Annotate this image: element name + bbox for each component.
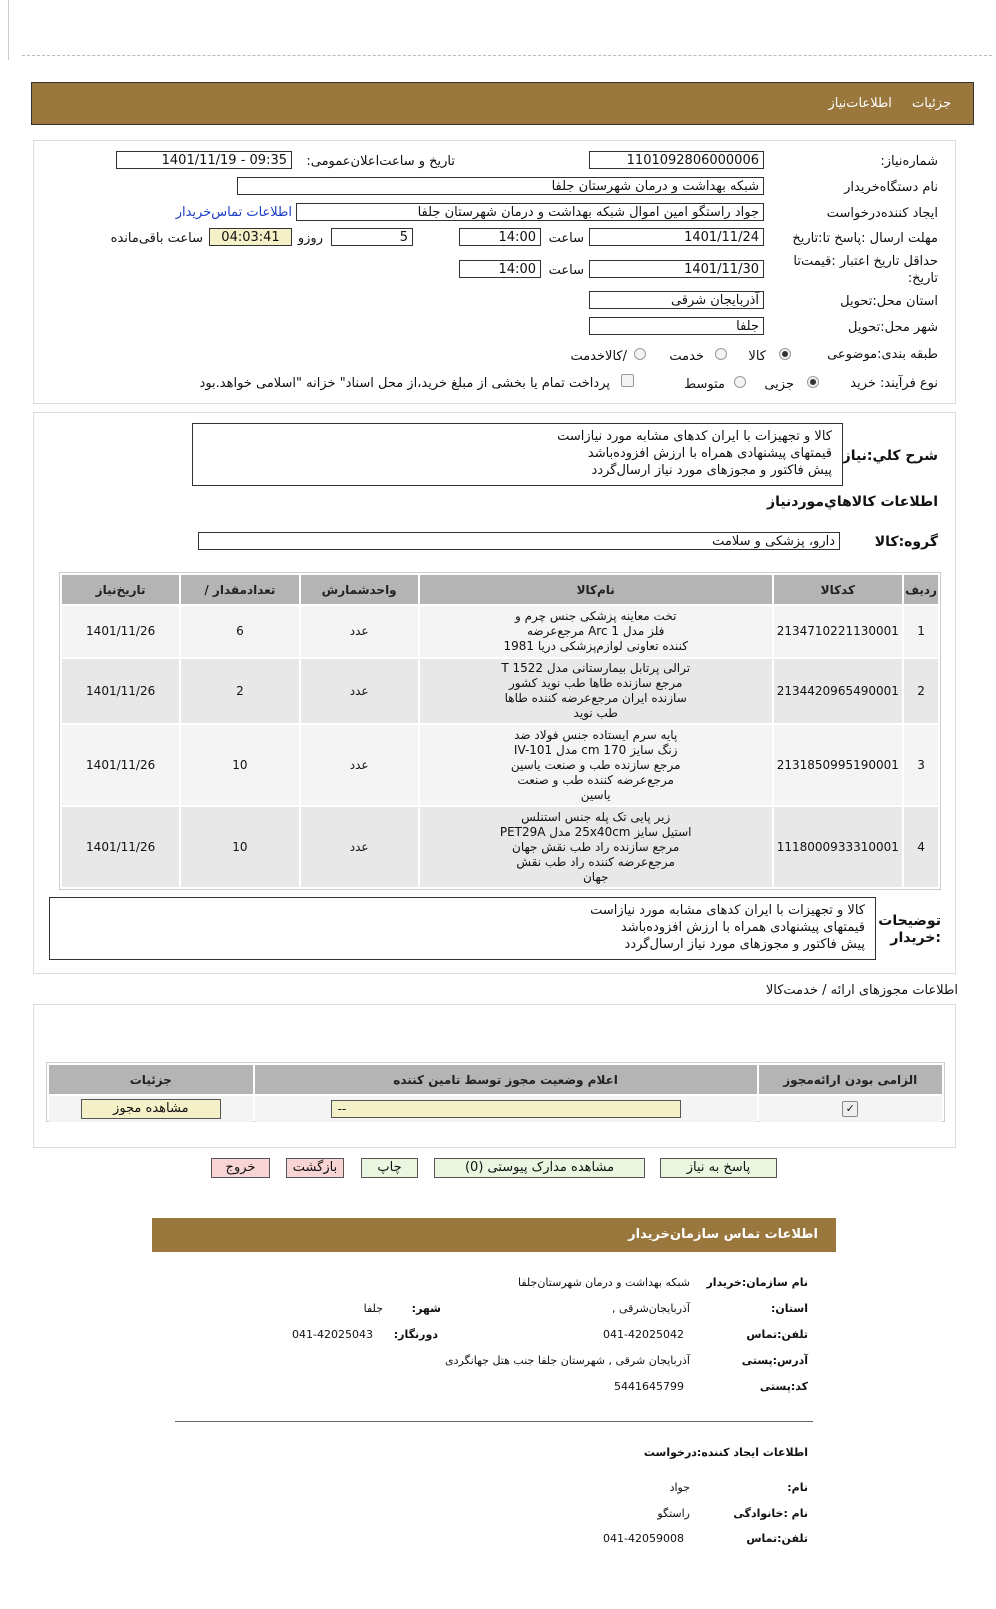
need-number-label: شماره‌نیاز:: [880, 154, 938, 169]
tab-need-info[interactable]: اطلاعات‌نیاز: [828, 96, 892, 111]
table-row: 1401/11/26 10 عدد زیر پایی تک پله جنس استنلس استیل سایز 25x40cm مدل PET29A مرجع سازنده راد طب نقش جهان مرجع‌عرضه کننده راد طب نقش جهان 1118000933310001 4: [62, 807, 938, 887]
contact-title: اطلاعات تماس سازمان‌خریدار: [628, 1227, 818, 1242]
process-medium-label: متوسط: [684, 377, 725, 392]
left-border: [8, 0, 9, 60]
col-unit: واحدشمارش: [301, 575, 418, 604]
description-textarea: کالا و تجهیزات با ایران کدهای مشابه مورد نیازاست قیمتهای پیشنهادی همراه با ارزش افزوده‌باشد پیش فاکتور و مجوزهای مورد نیاز ارسال‌گردد: [192, 423, 843, 486]
buyer-notes-label-2: :خریدار: [890, 930, 941, 946]
province-field: آذربایجان شرقی: [589, 291, 764, 309]
creator-name-label: نام:: [787, 1481, 808, 1494]
city-field: جلفا: [589, 317, 764, 335]
table-row: 1401/11/26 6 عدد تخت معاینه پزشکی جنس چرم و فلز مدل Arc 1 مرجع‌عرضه کننده تعاونی لوازم‌پزشکی دریا 1981 2134710221130001 1: [62, 606, 938, 657]
creator-phone-value: 041-42059008: [603, 1532, 684, 1545]
creator-phone-label: تلفن:تماس: [746, 1532, 808, 1545]
buyer-notes-label: توضیحات: [878, 913, 941, 929]
postal-label: کد:پستی: [759, 1380, 808, 1393]
buyer-notes-textarea: کالا و تجهیزات با ایران کدهای مشابه مورد نیازاست قیمتهای پیشنهادی همراه با ارزش افزوده‌باشد پیش فاکتور و مجوزهای مورد نیاز ارسال‌گردد: [49, 897, 876, 960]
table-row: 1401/11/26 2 عدد ترالی پرتابل بیمارستانی مدل T 1522 مرجع سازنده طاها طب نوید کشور سازنده ایران مرجع‌عرضه کننده طاها طب نوید 2134420965490001 2: [62, 659, 938, 723]
postal-value: 5441645799: [614, 1380, 684, 1393]
remaining-time-label: ساعت باقی‌مانده: [110, 231, 203, 246]
category-label: طبقه بندی:موضوعی: [827, 347, 938, 362]
exit-button[interactable]: خروج: [211, 1158, 270, 1178]
org-label: نام سازمان:خریدار: [706, 1276, 808, 1289]
province-label: استان محل:تحویل: [840, 294, 938, 309]
contact-phone-value: 041-42025042: [603, 1328, 684, 1341]
validity-date-field: 1401/11/30: [589, 260, 764, 278]
buyer-device-field: شبکه بهداشت و درمان شهرستان جلفا: [237, 177, 764, 195]
creator-name-value: جواد: [669, 1481, 690, 1494]
col-permit-required: الزامی بودن ارائه‌مجوز: [759, 1065, 942, 1094]
need-number-field: 1101092806000006: [589, 151, 764, 169]
goods-section-title: اطلاعات كالاهاي‌موردنیاز: [767, 494, 938, 510]
treasury-payment-label: پرداخت تمام یا بخشی از مبلغ خرید،از محل اسناد" خزانه "اسلامی خواهد.بود: [199, 376, 610, 391]
item-name-cell: زیر پایی تک پله جنس استنلس استیل سایز 25x40cm مدل PET29A مرجع سازنده راد طب نقش جهان مرجع‌عرضه کننده راد طب نقش جهان: [420, 807, 772, 887]
announce-date-field: 1401/11/19 - 09:35: [116, 151, 292, 169]
item-name-cell: پایه سرم ایستاده جنس فولاد ضد زنگ سایز 170 cm مدل IV-101 مرجع سازنده طب و صنعت یاسین مرجع‌عرضه کننده طب و صنعت یاسین: [420, 725, 772, 805]
permits-table-frame: [46, 1062, 945, 1122]
remaining-time-field: 04:03:41: [209, 228, 292, 246]
contact-city-value: جلفا: [363, 1302, 383, 1315]
buyer-contact-link[interactable]: اطلاعات تماس‌خریدار: [175, 205, 292, 220]
creator-family-label: نام :خانوادگی: [733, 1507, 808, 1520]
process-type-label: نوع فرآیند: خرید: [850, 376, 938, 391]
tab-details[interactable]: جزئیات: [912, 96, 951, 111]
item-name-cell: ترالی پرتابل بیمارستانی مدل T 1522 مرجع سازنده طاها طب نوید کشور سازنده ایران مرجع‌عرضه کننده طاها طب نوید: [420, 659, 772, 723]
goods-table-frame: [59, 572, 941, 890]
table-row: [49, 1096, 942, 1122]
creator-info-title: اطلاعات ایجاد کننده:درخواست: [643, 1446, 808, 1459]
col-details: جزئیات: [49, 1065, 253, 1094]
col-row: ردیف: [904, 575, 938, 604]
validity-time-label: ساعت: [548, 263, 584, 278]
deadline-time-field: 14:00: [459, 228, 541, 246]
contact-province-value: آذربایجان‌شرقی ,: [612, 1302, 690, 1315]
attachments-button[interactable]: مشاهده مدارک پیوستی (0): [434, 1158, 645, 1178]
fax-value: 041-42025043: [292, 1328, 373, 1341]
city-label: شهر محل:تحویل: [848, 320, 938, 335]
process-radio-minor[interactable]: [807, 376, 819, 388]
contact-phone-label: تلفن:تماس: [746, 1328, 808, 1341]
org-value: شبکه بهداشت و درمان شهرستان‌جلفا: [518, 1276, 690, 1289]
deadline-time-label: ساعت: [548, 231, 584, 246]
creator-family-value: راستگو: [657, 1507, 690, 1520]
permits-table: [47, 1063, 944, 1124]
days-field: 5: [331, 228, 413, 246]
col-need-date: تاریخ‌نیاز: [62, 575, 179, 604]
description-label: شرح كلي:نیاز: [842, 448, 938, 464]
contact-city-label: شهر:: [411, 1302, 441, 1315]
treasury-payment-checkbox[interactable]: [621, 374, 634, 387]
view-permit-button[interactable]: مشاهده مجوز: [81, 1099, 221, 1119]
col-item-name: نام‌کالا: [420, 575, 772, 604]
print-button[interactable]: چاپ: [361, 1158, 418, 1178]
contact-divider: [175, 1421, 813, 1422]
category-service-label: خدمت: [669, 349, 704, 364]
item-name-cell: تخت معاینه پزشکی جنس چرم و فلز مدل Arc 1 مرجع‌عرضه کننده تعاونی لوازم‌پزشکی دریا 1981: [420, 606, 772, 657]
category-radio-service[interactable]: [715, 348, 727, 360]
goods-group-field: دارو، پزشکی و سلامت: [198, 532, 840, 550]
announce-date-label: تاریخ و ساعت‌اعلان‌عمومی:: [306, 154, 455, 169]
deadline-label: مهلت ارسال :پاسخ تا:تاریخ: [792, 231, 938, 246]
permit-status-field: --: [331, 1100, 681, 1118]
permit-required-checkbox[interactable]: ✓: [842, 1101, 858, 1117]
validity-label-2: تاریخ:: [907, 271, 938, 286]
permits-title: اطلاعات مجوزهای ارائه / خدمت‌کالا: [765, 983, 958, 998]
process-radio-medium[interactable]: [734, 376, 746, 388]
table-row: 1401/11/26 10 عدد پایه سرم ایستاده جنس فولاد ضد زنگ سایز 170 cm مدل IV-101 مرجع سازنده طب و صنعت یاسین مرجع‌عرضه کننده طب و صنعت یاسین 2131850995190001 3: [62, 725, 938, 805]
creator-label: ایجاد کننده‌درخواست: [826, 206, 938, 221]
col-permit-status: اعلام وضعیت مجوز توسط تامین کننده: [255, 1065, 757, 1094]
col-quantity: / تعدادمقدار: [181, 575, 298, 604]
validity-label: حداقل تاریخ اعتبار :قیمت‌تا: [793, 254, 938, 269]
top-divider: [22, 55, 992, 56]
goods-group-label: گروه:کالا: [874, 534, 938, 550]
category-goods-label: کالا: [748, 349, 766, 364]
validity-time-field: 14:00: [459, 260, 541, 278]
fax-label: دورنگار:: [393, 1328, 438, 1341]
address-label: آدرس:پستی: [741, 1354, 808, 1367]
creator-field: جواد راستگو امین اموال شبکه بهداشت و درمان شهرستان جلفا: [296, 203, 764, 221]
buyer-device-label: نام دستگاه‌خریدار: [844, 180, 938, 195]
category-radio-goods[interactable]: [779, 348, 791, 360]
deadline-date-field: 1401/11/24: [589, 228, 764, 246]
contact-header: [152, 1218, 836, 1252]
goods-table: [60, 573, 940, 889]
address-value: آذربایجان شرقی , شهرستان جلفا جنب هتل جهانگردی: [445, 1354, 690, 1367]
reply-button[interactable]: پاسخ به نیاز: [660, 1158, 777, 1178]
page-header: [31, 82, 974, 125]
category-goods-service-label: /کالاخدمت: [570, 349, 627, 364]
back-button[interactable]: بازگشت: [286, 1158, 344, 1178]
contact-province-label: استان:: [771, 1302, 808, 1315]
process-minor-label: جزیی: [764, 377, 794, 392]
col-item-code: کدکالا: [774, 575, 902, 604]
days-label: روزو: [297, 231, 323, 246]
category-radio-goods-service[interactable]: [634, 348, 646, 360]
